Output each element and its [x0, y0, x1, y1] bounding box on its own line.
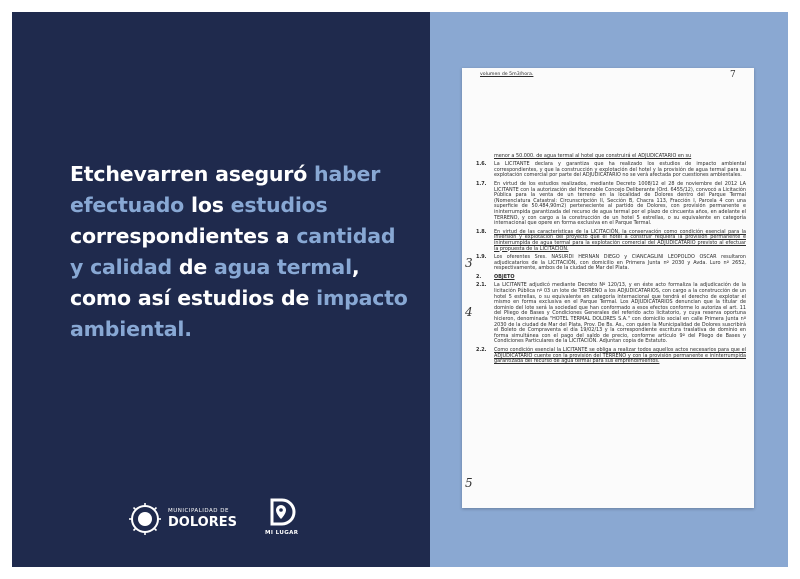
section-text: Como condición esencial la LICITANTE se obliga a realizar todos aquellos actos necesarios para que el ADJUDICATARIO cuente con la provisión del TERRENO y con la provisión permanente e ininterrumpida garantizada del recurso de agua termal para sus emprendimientos.: [494, 347, 746, 365]
section-text: La LICITANTE adjudicó mediante Decreto Nº 120/13, y en éste acto formaliza la adjudicación de la licitación Pública nº 03 un lote de TERRENO a los ADJUDICATARIOS, con cargo a la construcción de un hotel 5 estrellas, o su equivalente en categoría internacional que tendrá el derecho de explotar el mismo en forma exclusiva en el Parque Termal. Los ADJUDICATARIOS denuncian que la titular de dominio del lote será la sociedad que han conformado a esos efectos conforme lo autoriza el art. 11 del Pliego de Bases y Condiciones Generales del referido acto licitatorio, y cuya reserva oportuna hicieron, denominada "HOTEL TERMAL DOLORES S.A." con domicilio social en calle Primera Junta nº 2030 de la ciudad de Mar del Plata, Prov. De Bs. As., con quien la Municipalidad de Dolores suscribirá el Boleto de Compraventa el día 19/02/13 y la correspondiente escritura traslativa de dominio en forma simultánea con el pago del saldo de precio, conforme artículo 9º del Pliego de Bases y Condiciones Particulares de la LICITACIÓN. Adjuntan copia de Estatuto.: [494, 282, 746, 345]
document-section: [476, 255, 746, 272]
municipalidad-label: MUNICIPALIDAD DE: [168, 507, 229, 514]
section-number: 2.1.: [476, 282, 487, 289]
headline-panel: [12, 12, 430, 567]
milugar-emblem-icon: [267, 497, 297, 527]
document-section: [476, 283, 746, 345]
headline-part: , como así estudios de: [70, 255, 360, 310]
milugar-logo: [265, 497, 298, 536]
section-number: 1.6.: [476, 161, 487, 168]
headline-highlight: agua termal: [213, 255, 352, 279]
section-text: En virtud de las características de la LICITACIÓN, la conservación como condición esencial para la inversión y explotación del proyecto que el hotel a construir requiera la provisión permanente e ininterrumpida de agua termal para la explotación comercial del ADJUDICATARIO previsto al efectuar la propuesta de la LICITACIÓN.: [494, 228, 746, 252]
handwritten-mark: 3: [465, 256, 473, 270]
contract-document-image: [462, 68, 754, 508]
headline-part: los: [184, 193, 231, 217]
headline-part: Etchevarren aseguró: [70, 162, 315, 186]
document-section: [476, 230, 746, 252]
milugar-label: MI LUGAR: [265, 530, 299, 536]
handwritten-mark: 5: [465, 476, 473, 490]
section-number: 2.2.: [476, 347, 487, 353]
headline-part: de: [171, 255, 214, 279]
municipalidad-logo: [128, 502, 237, 536]
document-section: [476, 348, 746, 365]
dolores-label: DOLORES: [168, 515, 237, 531]
section-number: 1.8.: [476, 228, 487, 235]
section-number: 1.7.: [476, 180, 487, 187]
headline-highlight: cantidad y calidad: [70, 224, 396, 279]
headline-highlight: haber efectuado: [70, 162, 381, 217]
document-text: [476, 72, 746, 368]
headline-highlight: impacto ambiental.: [70, 286, 408, 341]
document-head-line: volumen de 5m3/hora.: [480, 72, 534, 77]
municipalidad-emblem-icon: [128, 502, 162, 536]
document-line: menor a 50.000. de agua termal al hotel que construirá el ADJUDICATARIO en su: [494, 152, 692, 159]
headline-text: [70, 159, 410, 345]
document-section: [476, 162, 746, 179]
section-number: 2.: [476, 273, 482, 280]
section-heading: OBJETO: [494, 273, 515, 280]
headline-highlight: estudios: [230, 193, 328, 217]
document-section: [476, 275, 746, 281]
page-mark: 7: [730, 70, 736, 80]
section-text: Los oferentes Sres. NASURDI HERNAN DIEGO y CIANCAGLINI LEOPOLDO OSCAR resultaron adjudicatarios de la LICITACIÓN, con domicilio en Primera Junta nº 2030 y Avda. Luro nº 2652, respectivamente, ambos de la ciudad de Mar del Plata.: [494, 254, 746, 272]
document-section: [476, 182, 746, 227]
handwritten-mark: 4: [465, 305, 473, 319]
section-text: La LICITANTE declara y garantiza que ha realizado los estudios de impacto ambiental correspondientes, y que la construcción y explotación del hotel y la provisión de agua termal para su explotación comercial por parte del ADJUDICATARIO no se verá afectada por cuestiones ambientales.: [494, 161, 746, 179]
headline-part: correspondientes a: [70, 224, 297, 248]
section-text: En virtud de los estudios realizados, mediante Decreto 1008/12 el 28 de noviembre del 2012 LA LICITANTE con la autorización del Honorable Concejo Deliberante (Ord. 6455/12), convocó a Licitación Pública para la venta de un terreno en la localidad de Dolores dentro del Parque Termal (Nomenclatura Catastral: Circunscripción II, Sección B, Chacra 113, Fracción I, Parcela 4 con una superficie de 50.484,90m2) perteneciente al partido de Dolores, con provisión permanente e ininterrumpida garantizada del recurso de agua termal por el plazo de cincuenta años, en adelante el TERRENO, y con cargo a la construcción de un hotel 5 estrellas, o su equivalente en categoría internacional que opere en forma exclusiva en el Parque Termal.: [494, 180, 746, 227]
logos-row: [12, 492, 430, 552]
section-number: 1.9.: [476, 254, 487, 261]
